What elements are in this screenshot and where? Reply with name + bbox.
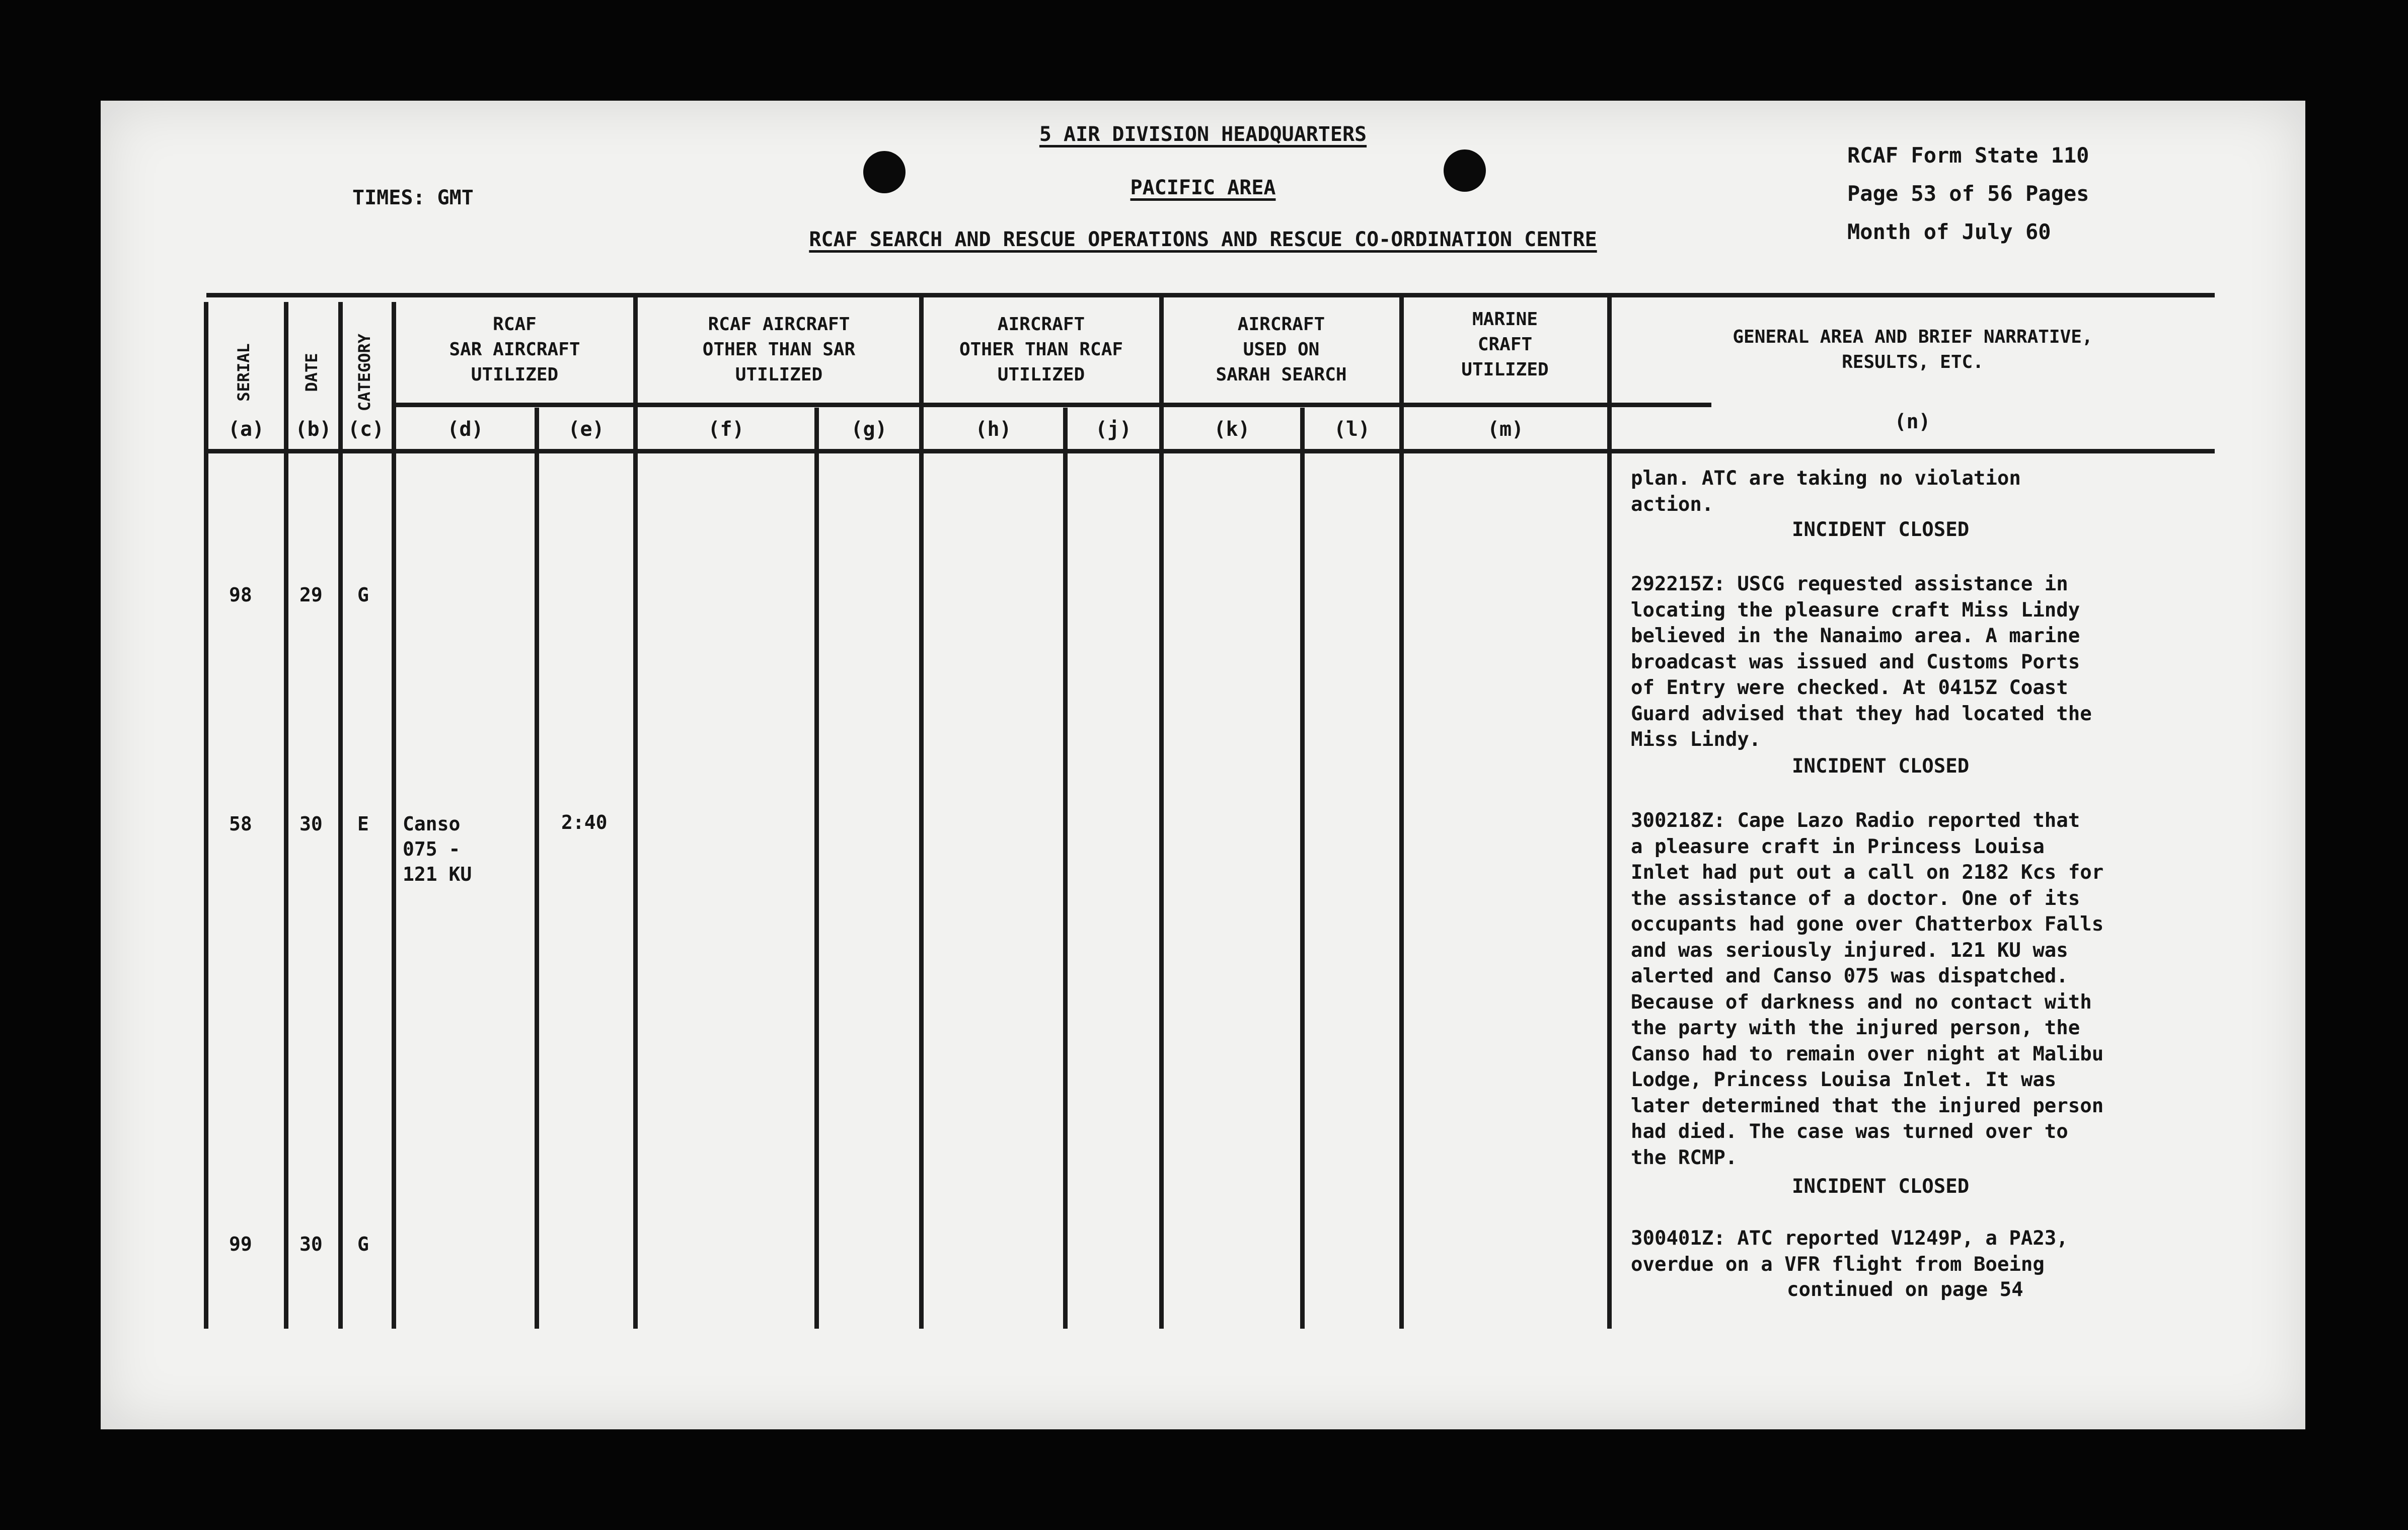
title-line-1: 5 AIR DIVISION HEADQUARTERS <box>1039 123 1367 146</box>
page-number: Page 53 of 56 Pages <box>1847 181 2089 206</box>
col-border <box>633 294 638 1329</box>
col-header-marine: MARINE CRAFT UTILIZED <box>1461 309 1549 380</box>
row-2-hours: 2:40 <box>561 811 608 833</box>
times-label: TIMES: GMT <box>352 186 474 209</box>
narrative-entry-2: 300218Z: Cape Lazo Radio reported that a pleasure craft in Princess Louisa Inlet had put out a call on 2182 Kcs for the assistance of a doctor. One of its occupants had gone over Chatterbox Falls and was seriously injured. 121 KU was alerted and Canso 075 was dispatched. Because of darkness and no contact with the party with the injured person, the Canso had to remain over night at Malibu Lodge, Princess Louisa Inlet. It was later determined that the injured person had died. The case was turned over to the RCMP. <box>1631 809 2104 1169</box>
continued-note: continued on page 54 <box>1787 1278 2023 1301</box>
narrative-entry-3: 300401Z: ATC reported V1249P, a PA23, overdue on a VFR flight from Boeing <box>1631 1227 2068 1276</box>
col-letter-f: (f) <box>708 418 744 441</box>
col-letter-e: (e) <box>568 418 605 441</box>
title-line-2: PACIFIC AREA <box>1130 176 1276 199</box>
col-border <box>1399 294 1404 1329</box>
month-label: Month of July 60 <box>1847 219 2051 244</box>
col-header-aircraft-other: AIRCRAFT OTHER THAN RCAF UTILIZED <box>959 314 1123 385</box>
col-letter-a: (a) <box>228 418 265 441</box>
col-letter-b: (b) <box>295 418 332 441</box>
narrative-continuation: plan. ATC are taking no violation action. <box>1631 467 2021 516</box>
col-border <box>1607 294 1612 1329</box>
form-number: RCAF Form State 110 <box>1847 143 2089 168</box>
row-1-category: G <box>357 584 369 606</box>
col-header-rcaf-sar: RCAF SAR AIRCRAFT UTILIZED <box>449 314 580 385</box>
row-2-serial: 58 <box>229 813 252 835</box>
col-border <box>284 302 288 1329</box>
row-3-category: G <box>357 1233 369 1255</box>
row-2-date: 30 <box>299 813 323 835</box>
title-line-3: RCAF SEARCH AND RESCUE OPERATIONS AND RESCUE CO-ORDINATION CENTRE <box>809 228 1597 251</box>
row-1-date: 29 <box>299 584 323 606</box>
col-letter-d: (d) <box>447 418 484 441</box>
col-border <box>1063 408 1068 1329</box>
group-header-rule <box>395 403 1711 407</box>
table-top-rule <box>206 293 2215 297</box>
col-letter-k: (k) <box>1214 418 1250 441</box>
col-border <box>392 302 396 1329</box>
col-header-date: DATE <box>302 353 321 392</box>
col-header-sarah: AIRCRAFT USED ON SARAH SEARCH <box>1216 314 1347 385</box>
col-border <box>814 408 819 1329</box>
col-border <box>204 302 208 1329</box>
col-header-rcaf-other: RCAF AIRCRAFT OTHER THAN SAR UTILIZED <box>702 314 856 385</box>
col-letter-l: (l) <box>1333 418 1371 441</box>
col-letter-h: (h) <box>975 418 1012 441</box>
col-letter-j: (j) <box>1095 418 1132 441</box>
col-border <box>1159 294 1164 1329</box>
col-letter-g: (g) <box>851 418 887 441</box>
row-1-serial: 98 <box>229 584 252 606</box>
col-header-narrative: GENERAL AREA AND BRIEF NARRATIVE, RESULTS, ETC. <box>1733 327 2093 372</box>
col-border <box>1300 408 1305 1329</box>
col-header-serial: SERIAL <box>234 343 253 402</box>
col-border <box>919 294 924 1329</box>
incident-closed-1: INCIDENT CLOSED <box>1792 518 1970 541</box>
incident-closed-3: INCIDENT CLOSED <box>1792 1175 1970 1198</box>
row-2-aircraft: Canso 075 - 121 KU <box>403 813 472 885</box>
col-letter-m: (m) <box>1487 418 1524 441</box>
col-letter-n: (n) <box>1894 410 1931 433</box>
header-bottom-rule <box>206 449 2215 453</box>
col-border <box>535 408 539 1329</box>
col-letter-c: (c) <box>347 418 385 441</box>
row-3-serial: 99 <box>229 1233 252 1255</box>
col-header-category: CATEGORY <box>355 333 374 412</box>
col-border <box>338 302 343 1329</box>
incident-closed-2: INCIDENT CLOSED <box>1792 755 1970 778</box>
narrative-entry-1: 292215Z: USCG requested assistance in locating the pleasure craft Miss Lindy believed in the Nanaimo area. A marine broadcast was issued and Customs Ports of Entry were checked. At 0415Z Coast Guard advised that they had located the Miss Lindy. <box>1631 573 2092 751</box>
row-2-category: E <box>357 813 369 835</box>
document-sheet <box>101 101 2305 1429</box>
row-3-date: 30 <box>299 1233 323 1255</box>
